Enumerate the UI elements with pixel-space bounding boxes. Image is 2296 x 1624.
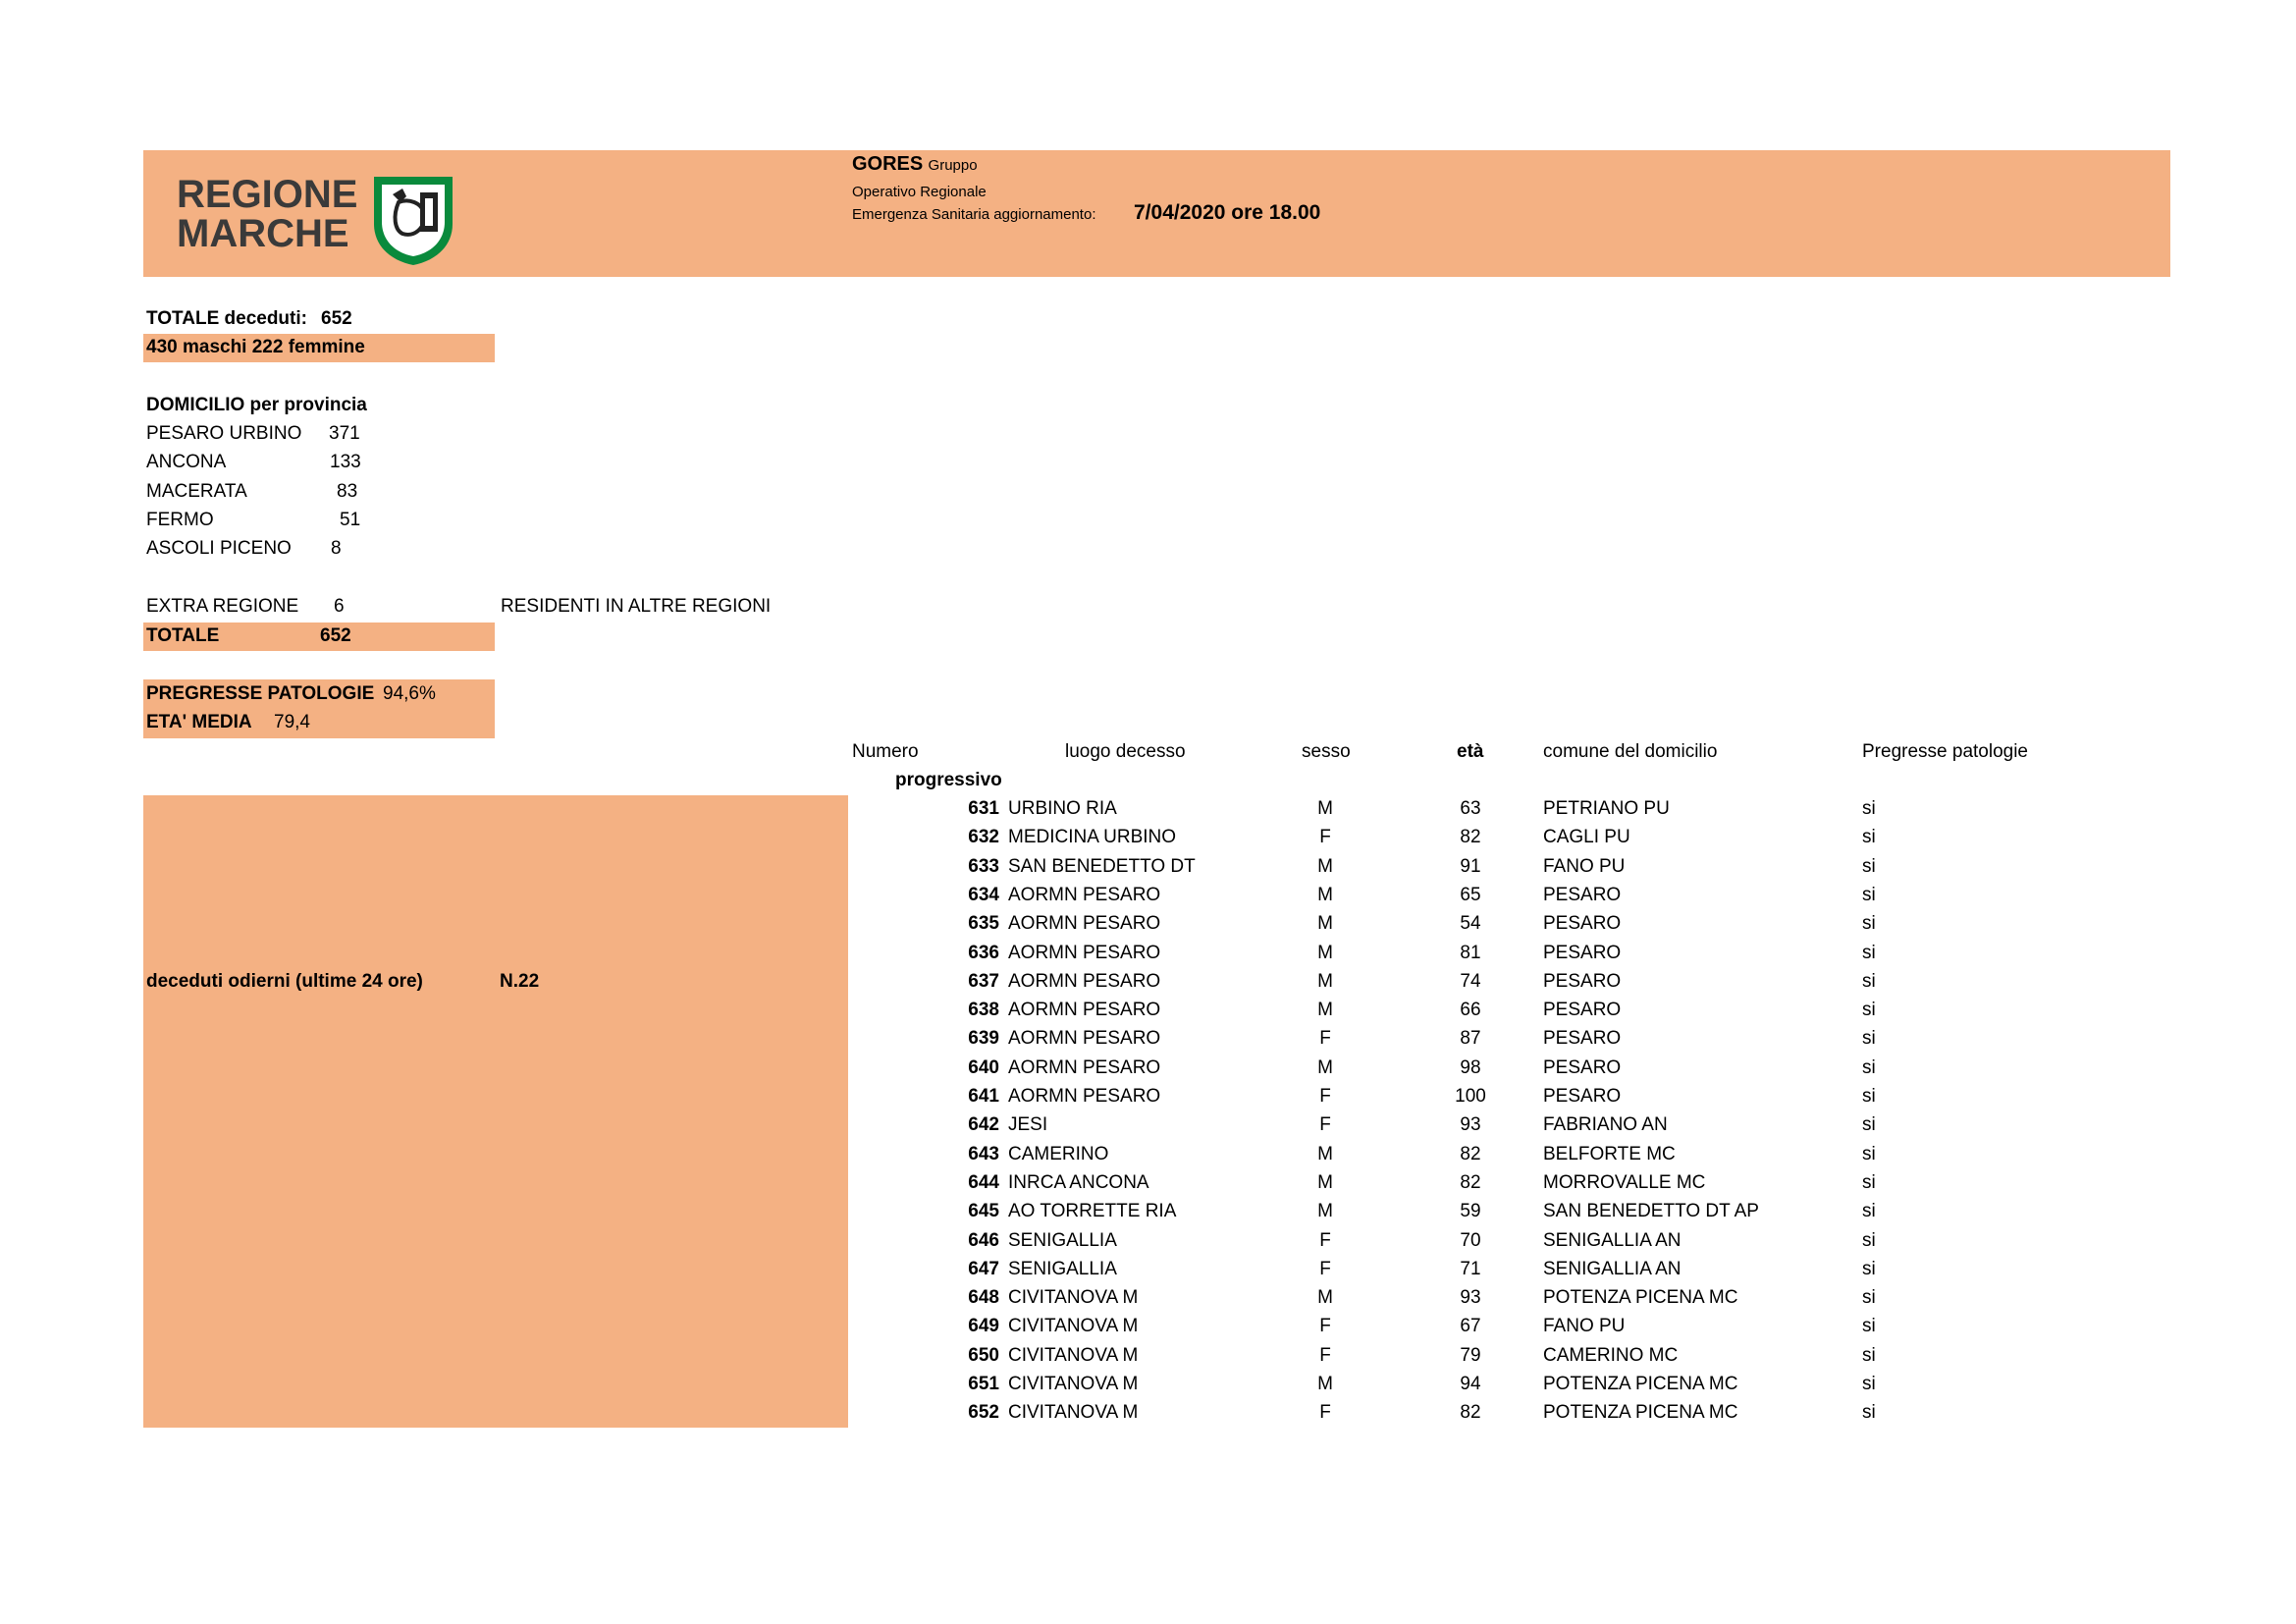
- cell-eta: 93: [1460, 1287, 1481, 1308]
- cell-pregresse-patologie: si: [1862, 1172, 1876, 1193]
- cell-sesso: M: [1317, 1172, 1333, 1193]
- cell-luogo-decesso: CIVITANOVA M: [1008, 1316, 1139, 1336]
- cell-eta: 74: [1460, 971, 1481, 992]
- cell-eta: 91: [1460, 856, 1481, 877]
- cell-numero: 640: [968, 1057, 999, 1078]
- header-line-2: Operativo Regionale: [852, 184, 987, 200]
- cell-numero: 642: [968, 1114, 999, 1135]
- cell-sesso: F: [1319, 1402, 1331, 1423]
- cell-pregresse-patologie: si: [1862, 1000, 1876, 1020]
- cell-luogo-decesso: AORMN PESARO: [1008, 913, 1161, 934]
- cell-luogo-decesso: SAN BENEDETTO DT: [1008, 856, 1196, 877]
- gores-subtitle: Gruppo: [928, 157, 978, 174]
- cell-pregresse-patologie: si: [1862, 798, 1876, 819]
- cell-luogo-decesso: AORMN PESARO: [1008, 1028, 1161, 1049]
- cell-comune: PESARO: [1543, 971, 1622, 992]
- cell-eta: 65: [1460, 885, 1481, 905]
- eta-media-label: ETA' MEDIA: [146, 712, 252, 732]
- cell-pregresse-patologie: si: [1862, 1057, 1876, 1078]
- cell-sesso: F: [1319, 1114, 1331, 1135]
- cell-eta: 87: [1460, 1028, 1481, 1049]
- cell-numero: 644: [968, 1172, 999, 1193]
- cell-luogo-decesso: AORMN PESARO: [1008, 1086, 1161, 1107]
- header-numero: Numero: [852, 741, 919, 762]
- cell-luogo-decesso: URBINO RIA: [1008, 798, 1117, 819]
- cell-comune: PESARO: [1543, 913, 1622, 934]
- cell-luogo-decesso: CIVITANOVA M: [1008, 1345, 1139, 1366]
- cell-luogo-decesso: AORMN PESARO: [1008, 1057, 1161, 1078]
- header-progressivo: progressivo: [895, 770, 1002, 790]
- header-eta: età: [1457, 741, 1484, 762]
- cell-luogo-decesso: SENIGALLIA: [1008, 1230, 1117, 1251]
- cell-comune: POTENZA PICENA MC: [1543, 1402, 1738, 1423]
- cell-pregresse-patologie: si: [1862, 856, 1876, 877]
- province-value: 8: [331, 538, 342, 559]
- odierni-count: N.22: [500, 971, 540, 992]
- cell-sesso: F: [1319, 1086, 1331, 1107]
- province-name: PESARO URBINO: [146, 423, 302, 444]
- province-name: MACERATA: [146, 481, 247, 502]
- cell-sesso: F: [1319, 1230, 1331, 1251]
- cell-eta: 82: [1460, 827, 1481, 847]
- cell-sesso: M: [1317, 943, 1333, 963]
- cell-pregresse-patologie: si: [1862, 1028, 1876, 1049]
- cell-comune: PESARO: [1543, 885, 1622, 905]
- cell-numero: 637: [968, 971, 999, 992]
- province-value: 133: [330, 452, 361, 472]
- cell-eta: 70: [1460, 1230, 1481, 1251]
- cell-numero: 636: [968, 943, 999, 963]
- cell-luogo-decesso: AORMN PESARO: [1008, 943, 1161, 963]
- cell-eta: 82: [1460, 1144, 1481, 1164]
- cell-sesso: M: [1317, 971, 1333, 992]
- cell-numero: 635: [968, 913, 999, 934]
- totale-deceduti-value: 652: [321, 308, 352, 329]
- cell-luogo-decesso: INRCA ANCONA: [1008, 1172, 1149, 1193]
- cell-comune: POTENZA PICENA MC: [1543, 1374, 1738, 1394]
- cell-pregresse-patologie: si: [1862, 1230, 1876, 1251]
- cell-pregresse-patologie: si: [1862, 1086, 1876, 1107]
- cell-numero: 646: [968, 1230, 999, 1251]
- eta-media-value: 79,4: [274, 712, 310, 732]
- cell-comune: SENIGALLIA AN: [1543, 1259, 1682, 1279]
- cell-sesso: M: [1317, 913, 1333, 934]
- cell-pregresse-patologie: si: [1862, 943, 1876, 963]
- cell-pregresse-patologie: si: [1862, 885, 1876, 905]
- cell-pregresse-patologie: si: [1862, 1287, 1876, 1308]
- cell-sesso: M: [1317, 856, 1333, 877]
- gender-breakdown: 430 maschi 222 femmine: [146, 337, 365, 357]
- cell-eta: 81: [1460, 943, 1481, 963]
- cell-numero: 641: [968, 1086, 999, 1107]
- cell-numero: 647: [968, 1259, 999, 1279]
- cell-numero: 645: [968, 1201, 999, 1221]
- cell-numero: 648: [968, 1287, 999, 1308]
- cell-eta: 93: [1460, 1114, 1481, 1135]
- logo-line-1: REGIONE: [177, 173, 358, 216]
- cell-luogo-decesso: AORMN PESARO: [1008, 1000, 1161, 1020]
- cell-eta: 54: [1460, 913, 1481, 934]
- cell-luogo-decesso: CIVITANOVA M: [1008, 1402, 1139, 1423]
- cell-luogo-decesso: AORMN PESARO: [1008, 971, 1161, 992]
- header-comune: comune del domicilio: [1543, 741, 1718, 762]
- cell-pregresse-patologie: si: [1862, 1259, 1876, 1279]
- header-pregresse-patologie: Pregresse patologie: [1862, 741, 2028, 762]
- cell-comune: CAMERINO MC: [1543, 1345, 1679, 1366]
- cell-pregresse-patologie: si: [1862, 1345, 1876, 1366]
- patologie-label: PREGRESSE PATOLOGIE: [146, 683, 375, 704]
- cell-numero: 638: [968, 1000, 999, 1020]
- cell-comune: SENIGALLIA AN: [1543, 1230, 1682, 1251]
- cell-numero: 631: [968, 798, 999, 819]
- cell-numero: 639: [968, 1028, 999, 1049]
- cell-pregresse-patologie: si: [1862, 1402, 1876, 1423]
- cell-numero: 650: [968, 1345, 999, 1366]
- cell-luogo-decesso: SENIGALLIA: [1008, 1259, 1117, 1279]
- cell-comune: POTENZA PICENA MC: [1543, 1287, 1738, 1308]
- cell-numero: 633: [968, 856, 999, 877]
- header-gores: [852, 153, 978, 176]
- cell-comune: PESARO: [1543, 1000, 1622, 1020]
- cell-sesso: F: [1319, 1345, 1331, 1366]
- cell-sesso: F: [1319, 1316, 1331, 1336]
- province-name: ASCOLI PICENO: [146, 538, 292, 559]
- cell-numero: 651: [968, 1374, 999, 1394]
- cell-luogo-decesso: JESI: [1008, 1114, 1048, 1135]
- header-sesso: sesso: [1302, 741, 1351, 762]
- cell-pregresse-patologie: si: [1862, 1114, 1876, 1135]
- cell-eta: 67: [1460, 1316, 1481, 1336]
- cell-numero: 649: [968, 1316, 999, 1336]
- cell-sesso: F: [1319, 1259, 1331, 1279]
- cell-sesso: M: [1317, 1057, 1333, 1078]
- cell-luogo-decesso: CIVITANOVA M: [1008, 1287, 1139, 1308]
- cell-numero: 632: [968, 827, 999, 847]
- province-name: FERMO: [146, 510, 214, 530]
- cell-sesso: M: [1317, 1201, 1333, 1221]
- cell-comune: FANO PU: [1543, 856, 1626, 877]
- cell-pregresse-patologie: si: [1862, 1201, 1876, 1221]
- cell-comune: MORROVALLE MC: [1543, 1172, 1706, 1193]
- patologie-value: 94,6%: [383, 683, 436, 704]
- cell-luogo-decesso: AO TORRETTE RIA: [1008, 1201, 1177, 1221]
- cell-pregresse-patologie: si: [1862, 1144, 1876, 1164]
- update-timestamp: 7/04/2020 ore 18.00: [1134, 201, 1321, 224]
- cell-sesso: M: [1317, 885, 1333, 905]
- gores-title: GORES: [852, 153, 924, 175]
- province-value: 51: [340, 510, 361, 530]
- cell-comune: PESARO: [1543, 943, 1622, 963]
- cell-pregresse-patologie: si: [1862, 913, 1876, 934]
- cell-eta: 71: [1460, 1259, 1481, 1279]
- cell-comune: FABRIANO AN: [1543, 1114, 1668, 1135]
- cell-comune: BELFORTE MC: [1543, 1144, 1676, 1164]
- totale-label: TOTALE: [146, 625, 220, 646]
- province-value: 371: [329, 423, 360, 444]
- totale-deceduti-label: TOTALE deceduti:: [146, 308, 307, 329]
- cell-eta: 82: [1460, 1402, 1481, 1423]
- cell-pregresse-patologie: si: [1862, 971, 1876, 992]
- cell-eta: 79: [1460, 1345, 1481, 1366]
- extra-regione-note: RESIDENTI IN ALTRE REGIONI: [501, 596, 772, 617]
- cell-eta: 94: [1460, 1374, 1481, 1394]
- cell-comune: CAGLI PU: [1543, 827, 1630, 847]
- cell-sesso: F: [1319, 1028, 1331, 1049]
- odierni-block: [143, 795, 848, 1428]
- cell-sesso: M: [1317, 1144, 1333, 1164]
- cell-comune: PESARO: [1543, 1086, 1622, 1107]
- cell-eta: 59: [1460, 1201, 1481, 1221]
- odierni-label: deceduti odierni (ultime 24 ore): [146, 971, 423, 992]
- cell-comune: PESARO: [1543, 1057, 1622, 1078]
- extra-regione-label: EXTRA REGIONE: [146, 596, 299, 617]
- cell-pregresse-patologie: si: [1862, 1316, 1876, 1336]
- cell-eta: 63: [1460, 798, 1481, 819]
- cell-eta: 82: [1460, 1172, 1481, 1193]
- cell-sesso: M: [1317, 1374, 1333, 1394]
- cell-numero: 652: [968, 1402, 999, 1423]
- cell-luogo-decesso: AORMN PESARO: [1008, 885, 1161, 905]
- province-name: ANCONA: [146, 452, 227, 472]
- cell-comune: PESARO: [1543, 1028, 1622, 1049]
- cell-luogo-decesso: MEDICINA URBINO: [1008, 827, 1177, 847]
- cell-sesso: M: [1317, 1000, 1333, 1020]
- cell-sesso: M: [1317, 798, 1333, 819]
- cell-sesso: F: [1319, 827, 1331, 847]
- header-line-3: Emergenza Sanitaria aggiornamento:: [852, 206, 1096, 223]
- cell-sesso: M: [1317, 1287, 1333, 1308]
- cell-numero: 643: [968, 1144, 999, 1164]
- cell-comune: PETRIANO PU: [1543, 798, 1670, 819]
- logo-line-2: MARCHE: [177, 212, 349, 255]
- regione-marche-emblem-icon: [369, 173, 457, 267]
- totale-value: 652: [320, 625, 351, 646]
- cell-pregresse-patologie: si: [1862, 827, 1876, 847]
- regione-marche-logo: [177, 173, 461, 269]
- cell-eta: 100: [1455, 1086, 1486, 1107]
- cell-comune: SAN BENEDETTO DT AP: [1543, 1201, 1759, 1221]
- cell-eta: 66: [1460, 1000, 1481, 1020]
- cell-luogo-decesso: CIVITANOVA M: [1008, 1374, 1139, 1394]
- extra-regione-value: 6: [334, 596, 345, 617]
- cell-comune: FANO PU: [1543, 1316, 1626, 1336]
- cell-numero: 634: [968, 885, 999, 905]
- header-luogo-decesso: luogo decesso: [1065, 741, 1186, 762]
- province-value: 83: [337, 481, 358, 502]
- cell-luogo-decesso: CAMERINO: [1008, 1144, 1109, 1164]
- cell-pregresse-patologie: si: [1862, 1374, 1876, 1394]
- cell-eta: 98: [1460, 1057, 1481, 1078]
- domicilio-title: DOMICILIO per provincia: [146, 395, 367, 415]
